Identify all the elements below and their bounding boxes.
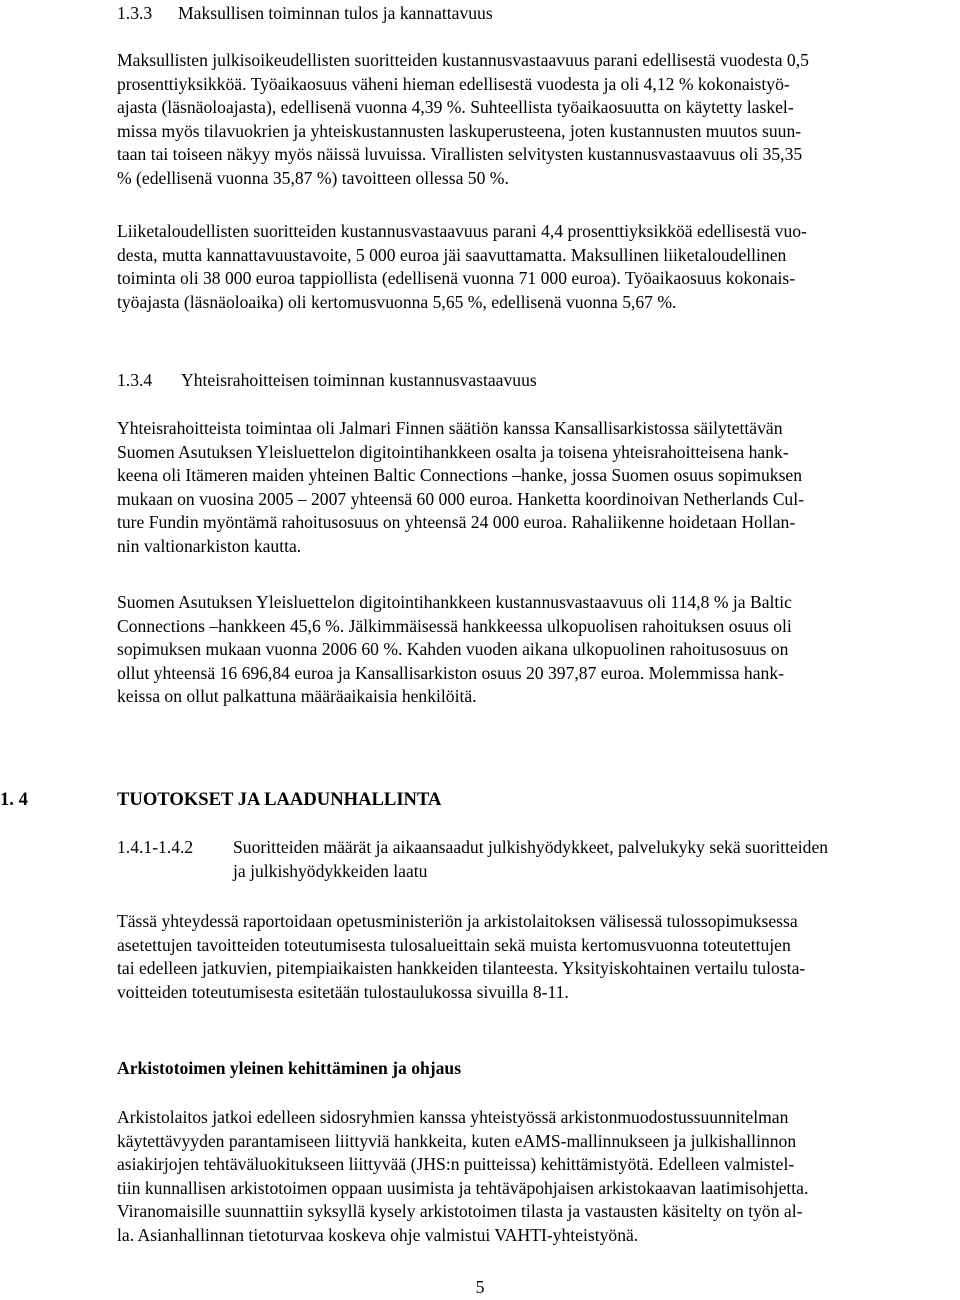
text-line: keena oli Itämeren maiden yhteinen Baltic Connections –hanke, jossa Suomen osuus sopimuksen (117, 465, 803, 486)
text-line: taan tai toiseen näkyy myös näissä luvuissa. Virallisten selvitysten kustannusvastaavuus oli 35,35 (117, 144, 803, 165)
text-line: Suomen Asutuksen Yleisluettelon digitointihankkeen kustannusvastaavuus oli 114,8 % ja Baltic (117, 592, 792, 612)
text-line: Tässä yhteydessä raportoidaan opetusministeriön ja arkistolaitoksen välisessä tulossopimuksessa (117, 911, 798, 931)
text-line: Viranomaisille suunnattiin syksyllä kysely arkistotoimen tilasta ja vastausten käsitelty on työn al- (117, 1201, 803, 1222)
subsection-heading-arkisto: Arkistotoimen yleinen kehittäminen ja ohjaus (117, 1058, 462, 1078)
text-line: sopimuksen mukaan vuonna 2006 60 %. Kahden vuoden aikana ulkopuolinen rahoitusosuus on (117, 639, 789, 660)
page-number: 5 (475, 1277, 485, 1297)
text-line: % (edellisenä vuonna 35,87 %) tavoitteen ollessa 50 %. (117, 167, 509, 188)
text-line: voitteiden toteutumisesta esitetään tulostaulukossa sivuilla 8-11. (117, 981, 569, 1002)
section-number: 1.3.4 (117, 370, 153, 390)
section-heading-133 (117, 2, 943, 26)
text-line: keissa on ollut palkattuna määräaikaisia henkilöitä. (117, 686, 477, 707)
text-line: ture Fundin myöntämä rahoitusosuus on yhteensä 24 000 euroa. Rahaliikenne hoidetaan Hollan- (117, 512, 796, 533)
paragraph-141-1 (117, 910, 943, 1004)
text-line: toiminta oli 38 000 euroa tappiollista (edellisenä vuonna 71 000 euroa). Työaikaosuus kokonais- (117, 268, 796, 289)
chapter-number: 1. 4 (0, 789, 28, 810)
text-line: Maksullisten julkisoikeudellisten suoritteiden kustannusvastaavuus parani edellisestä vuodesta 0,5 (117, 50, 809, 70)
text-line: Connections –hankkeen 45,6 %. Jälkimmäisessä hankkeessa ulkopuolisen rahoituksen osuus oli (117, 615, 792, 636)
text-line: käytettävyyden parantamiseen liittyviä hankkeita, kuten eAMS-mallinnukseen ja julkishallinnon (117, 1130, 797, 1151)
text-line: asiakirjojen tehtäväluokitukseen liittyvää (JHS:n puitteissa) kehittämistyötä. Edelleen valmistel- (117, 1154, 795, 1175)
title-line: Suoritteiden määrät ja aikaansaadut julkishyödykkeet, palvelukyky sekä suoritteiden (233, 837, 829, 857)
text-line: ajasta (läsnäoloajasta), edellisenä vuonna 4,39 %. Suhteellista työaikaosuutta on käytetty laskel- (117, 97, 794, 118)
text-line: prosenttiyksikköä. Työaikaosuus väheni hieman edellisestä vuodesta ja oli 4,12 % kokonaistyö- (117, 73, 790, 94)
text-line: tiin kunnallisen arkistotoimen oppaan uusimista ja tehtäväpohjaisen arkistokaavan laatimisohjetta. (117, 1177, 809, 1198)
paragraph-134-1 (117, 417, 943, 559)
section-number: 1.4.1-1.4.2 (117, 837, 194, 857)
paragraph-133-1 (117, 49, 943, 191)
text-line: mukaan on vuosina 2005 – 2007 yhteensä 60 000 euroa. Hanketta koordinoivan Netherlands Cul- (117, 488, 804, 509)
section-title: Yhteisrahoitteisen toiminnan kustannusvastaavuus (181, 370, 537, 390)
section-heading-134 (117, 369, 943, 393)
paragraph-133-2 (117, 220, 943, 314)
paragraph-134-2 (117, 591, 943, 709)
text-line: asetettujen tavoitteiden toteutumisesta tulosalueittain sekä muista kertomusvuonna toteutettujen (117, 934, 791, 955)
section-title: Maksullisen toiminnan tulos ja kannattavuus (178, 3, 493, 23)
text-line: missa myös tilavuokrien ja yhteiskustannusten laskuperusteena, joten kustannusten muutos suun- (117, 120, 802, 141)
text-line: Suomen Asutuksen Yleisluettelon digitointihankkeen osalta ja toisena yhteisrahoitteisena hank- (117, 441, 789, 462)
paragraph-arkisto-1 (117, 1106, 943, 1248)
text-line: la. Asianhallinnan tietoturvaa koskeva ohje valmistui VAHTI-yhteistyönä. (117, 1224, 639, 1245)
text-line: Liiketaloudellisten suoritteiden kustannusvastaavuus parani 4,4 prosenttiyksikköä edellisestä vuo- (117, 221, 807, 241)
text-line: nin valtionarkiston kautta. (117, 535, 302, 556)
text-line: työajasta (läsnäoloaika) oli kertomusvuonna 5,65 %, edellisenä vuonna 5,67 %. (117, 291, 677, 312)
text-line: desta, mutta kannattavuustavoite, 5 000 euroa jäi saavuttamatta. Maksullinen liiketaloudellinen (117, 244, 787, 265)
text-line: tai edelleen jatkuvien, pitempiaikaisten hankkeiden tilanteesta. Yksityiskohtainen vertailu tulosta- (117, 958, 806, 979)
text-line: Arkistolaitos jatkoi edelleen sidosryhmien kanssa yhteistyössä arkistonmuodostussuunnitelman (117, 1107, 789, 1127)
title-line: ja julkishyödykkeiden laatu (233, 860, 428, 881)
text-line: Yhteisrahoitteista toimintaa oli Jalmari Finnen säätiön kanssa Kansallisarkistossa säilytettävän (117, 418, 783, 438)
text-line: ollut yhteensä 16 696,84 euroa ja Kansallisarkiston osuus 20 397,87 euroa. Molemmissa hank- (117, 662, 784, 683)
chapter-title: TUOTOKSET JA LAADUNHALLINTA (117, 789, 442, 810)
section-number: 1.3.3 (117, 3, 153, 23)
section-title (233, 836, 955, 883)
